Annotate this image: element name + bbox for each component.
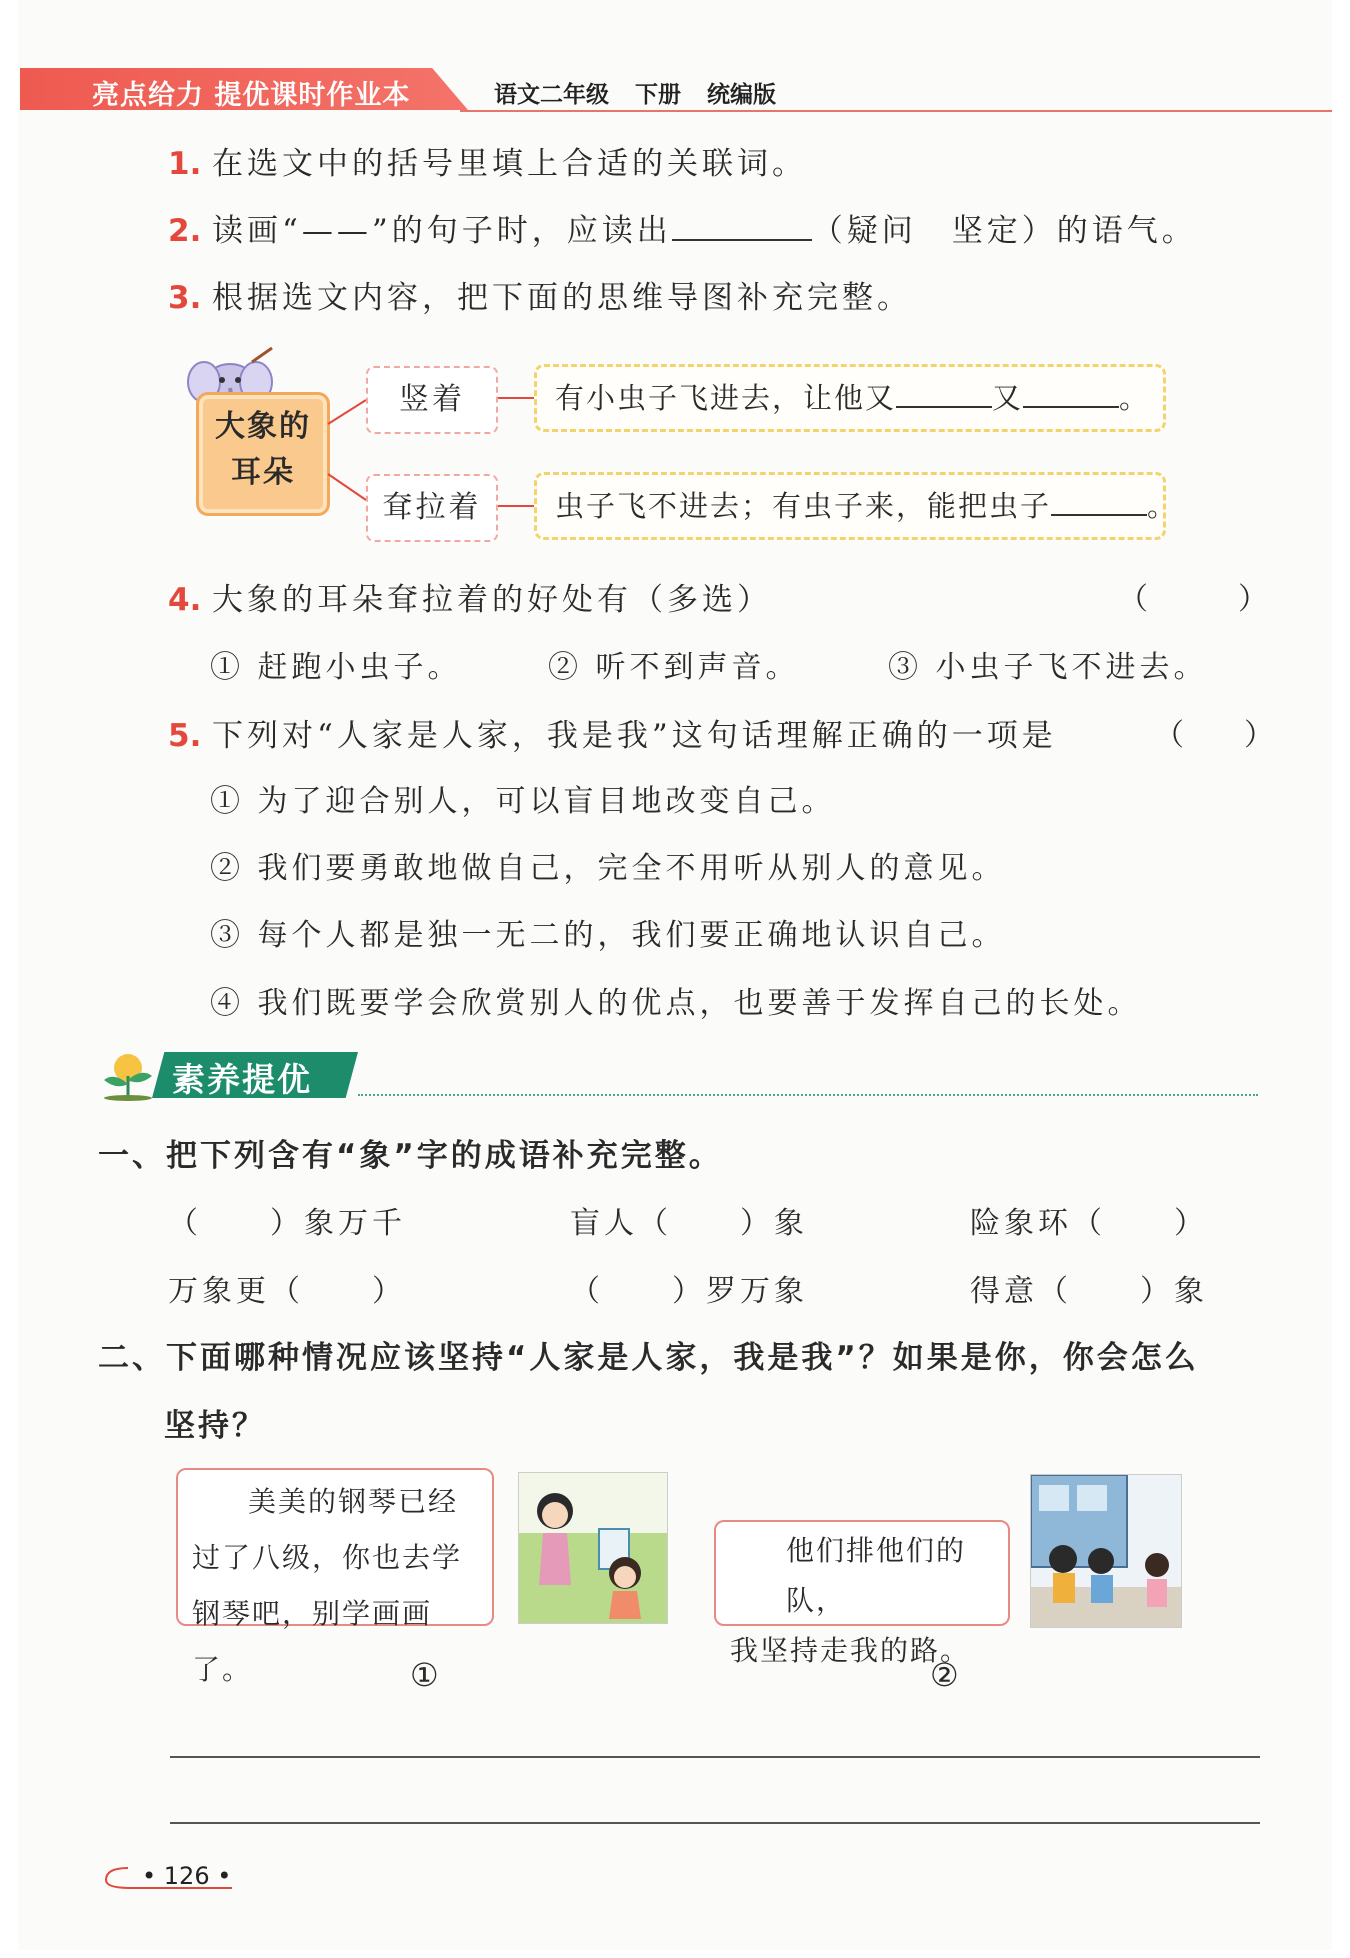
illustration-mother-child bbox=[518, 1472, 668, 1624]
header-series: 亮点给力 提优课时作业本 bbox=[92, 80, 411, 111]
part2-title-line2: 坚持？ bbox=[164, 1408, 266, 1444]
answer-paren[interactable]: （ ） bbox=[1118, 582, 1268, 617]
speech-bubble-1 bbox=[176, 1468, 494, 1686]
part1-title: 一、把下列含有“象”字的成语补充完整。 bbox=[98, 1138, 723, 1174]
question-text: 在选文中的括号里填上合适的关联词。 bbox=[212, 146, 807, 182]
mindmap-box-2 bbox=[534, 472, 1179, 540]
question-text: 读画“——”的句子时，应读出 bbox=[212, 213, 672, 249]
bubble-line: 美美的钢琴已经 bbox=[248, 1485, 459, 1518]
idiom-item[interactable]: 得意（ ）象 bbox=[970, 1274, 1208, 1309]
bubble-line: 钢琴吧，别学画画了。 bbox=[192, 1597, 433, 1686]
idiom-item[interactable]: 盲人（ ）象 bbox=[570, 1206, 808, 1241]
question-text-tail: （疑问 坚定）的语气。 bbox=[811, 213, 1197, 249]
idiom-item[interactable]: （ ）罗万象 bbox=[570, 1274, 808, 1309]
option[interactable]: ③ 小虫子飞不进去。 bbox=[888, 650, 1208, 685]
page-number: • 126 • bbox=[142, 1862, 232, 1890]
header-edition: 统编版 bbox=[707, 82, 776, 108]
mindmap-center-line1: 大象的 bbox=[215, 409, 311, 444]
answer-blank[interactable] bbox=[1023, 380, 1119, 408]
bubble-line: 他们排他们的队， bbox=[786, 1534, 967, 1617]
question-5 bbox=[168, 710, 1057, 755]
mindmap-node-upright: 竖着 bbox=[366, 366, 498, 434]
header-subject: 语文二年级 bbox=[494, 82, 609, 108]
idiom-item[interactable]: （ ）象万千 bbox=[168, 1206, 406, 1241]
idiom-item[interactable]: 险象环（ ） bbox=[970, 1206, 1208, 1241]
option[interactable]: ① 为了迎合别人，可以盲目地改变自己。 bbox=[210, 784, 836, 819]
sprout-icon bbox=[98, 1050, 156, 1102]
question-text: 根据选文内容，把下面的思维导图补充完整。 bbox=[212, 280, 912, 316]
option[interactable]: ① 赶跑小虫子。 bbox=[210, 650, 462, 685]
part2-title-line1: 二、下面哪种情况应该坚持“人家是人家，我是我”？如果是你，你会怎么 bbox=[98, 1340, 1199, 1376]
question-number: 1. bbox=[168, 146, 202, 182]
header-term: 下册 bbox=[635, 82, 681, 108]
answer-blank[interactable] bbox=[1051, 488, 1147, 516]
answer-line[interactable] bbox=[170, 1756, 1260, 1758]
mindmap-node-drooping: 耷拉着 bbox=[366, 474, 498, 542]
mindmap-box-1 bbox=[534, 364, 1166, 432]
option[interactable]: ④ 我们既要学会欣赏别人的优点，也要善于发挥自己的长处。 bbox=[210, 986, 1142, 1021]
bubble-line: 我坚持走我的路。 bbox=[730, 1634, 971, 1667]
question-number: 3. bbox=[168, 280, 202, 316]
answer-line[interactable] bbox=[170, 1822, 1260, 1824]
question-text: 大象的耳朵耷拉着的好处有（多选） bbox=[212, 582, 772, 618]
question-number: 5. bbox=[168, 718, 202, 754]
box-text: 。 bbox=[1119, 381, 1151, 415]
option[interactable]: ② 我们要勇敢地做自己，完全不用听从别人的意见。 bbox=[210, 851, 1006, 886]
box-text: 虫子飞不进去；有虫子来，能把虫子 bbox=[555, 489, 1052, 523]
bubble-line: 过了八级，你也去学 bbox=[192, 1541, 463, 1574]
option[interactable]: ③ 每个人都是独一无二的，我们要正确地认识自己。 bbox=[210, 918, 1006, 953]
answer-paren[interactable]: （ ） bbox=[1154, 718, 1274, 753]
question-text: 下列对“人家是人家，我是我”这句话理解正确的一项是 bbox=[212, 718, 1057, 754]
box-text: 有小虫子飞进去，让他又 bbox=[555, 381, 897, 415]
idiom-item[interactable]: 万象更（ ） bbox=[168, 1274, 406, 1309]
answer-blank[interactable] bbox=[896, 380, 992, 408]
section-title: 素养提优 bbox=[172, 1060, 312, 1099]
box-text: 。 bbox=[1147, 489, 1179, 523]
illustration-queue bbox=[1030, 1474, 1182, 1628]
question-number: 4. bbox=[168, 582, 202, 618]
speech-bubble-2 bbox=[714, 1520, 1010, 1667]
picture-label-2: ② bbox=[930, 1656, 959, 1694]
mindmap-center-line2: 耳朵 bbox=[231, 455, 295, 490]
question-4 bbox=[168, 574, 772, 619]
option[interactable]: ② 听不到声音。 bbox=[548, 650, 800, 685]
box-text: 又 bbox=[992, 381, 1024, 415]
section-divider bbox=[358, 1094, 1258, 1096]
picture-label-1: ① bbox=[410, 1656, 439, 1694]
question-number: 2. bbox=[168, 213, 202, 249]
